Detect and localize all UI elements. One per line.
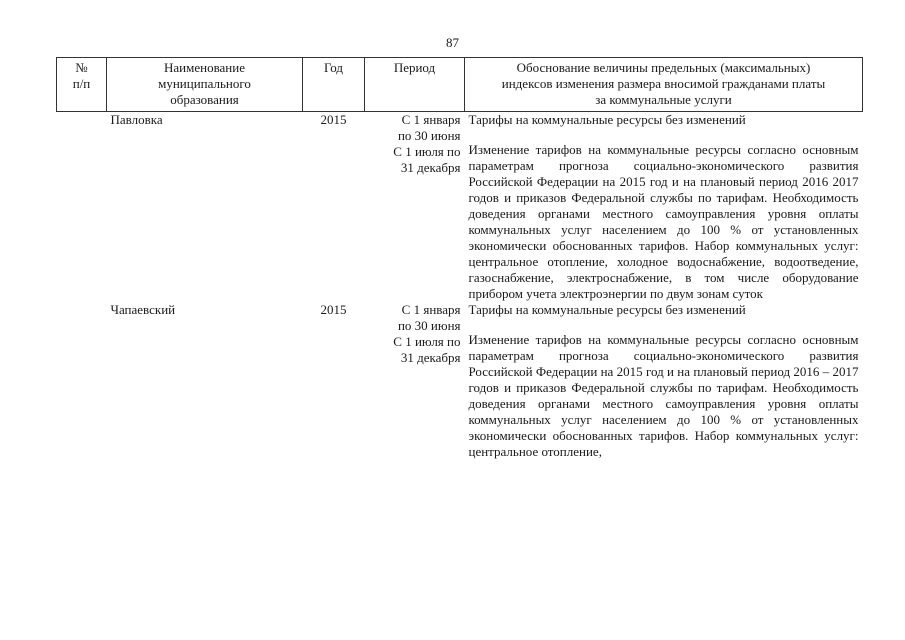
row-reason xyxy=(465,302,863,460)
header-period: Период xyxy=(365,58,465,112)
row-number xyxy=(57,112,107,303)
reason-second-half: Изменение тарифов на коммунальные ресурсы согласно основным параметрам прогноза социально-экономического развития Российской Федерации на 2015 год и на плановый период 2016 – 2017 годов и приказов Федеральной службы по тарифам. Необходимость доведения органами местного самоуправления уровня оплаты коммунальных услуг населением до 100 % от установленных экономически обоснованных тарифов. Набор коммунальных услуг: центральное отопление, xyxy=(468,332,859,459)
table-header-row xyxy=(57,58,863,112)
period-second-half: С 1 июля по 31 декабря xyxy=(393,144,461,175)
row-period xyxy=(365,112,465,303)
municipality-name: Чапаевский xyxy=(110,302,176,317)
reason-first-half: Тарифы на коммунальные ресурсы без изменений xyxy=(468,112,746,127)
tariff-table xyxy=(56,57,863,460)
row-period xyxy=(365,302,465,460)
header-number: № п/п xyxy=(57,58,107,112)
row-number xyxy=(57,302,107,460)
period-first-half: С 1 января по 30 июня xyxy=(397,302,461,333)
row-reason xyxy=(465,112,863,303)
period-first-half: С 1 января по 30 июня xyxy=(397,112,461,143)
reason-second-half: Изменение тарифов на коммунальные ресурсы согласно основным параметрам прогноза социально-экономического развития Российской Федерации на 2015 год и на плановый период 2016 2017 годов и приказов Федеральной службы по тарифам. Необходимость доведения органами местного самоуправления уровня оплаты коммунальных услуг населением до 100 % от установленных экономически обоснованных тарифов. Набор коммунальных услуг: центральное отопление, холодное водоснабжение, водоотведение, газоснабжение, электроснабжение, в том числе оборудование прибором учета электроэнергии по двум зонам суток xyxy=(468,142,859,301)
row-year: 2015 xyxy=(320,302,347,317)
row-year: 2015 xyxy=(320,112,347,127)
period-second-half: С 1 июля по 31 декабря xyxy=(393,334,461,365)
table-row xyxy=(57,302,863,460)
header-name: Наименование муниципального образования xyxy=(107,58,303,112)
page-number: 87 xyxy=(446,35,459,50)
header-reason: Обоснование величины предельных (максимальных) индексов изменения размера вносимой гражданами платы за коммунальные услуги xyxy=(465,58,863,112)
reason-first-half: Тарифы на коммунальные ресурсы без изменений xyxy=(468,302,746,317)
municipality-name: Павловка xyxy=(110,112,163,127)
header-year: Год xyxy=(303,58,365,112)
table-row xyxy=(57,112,863,303)
